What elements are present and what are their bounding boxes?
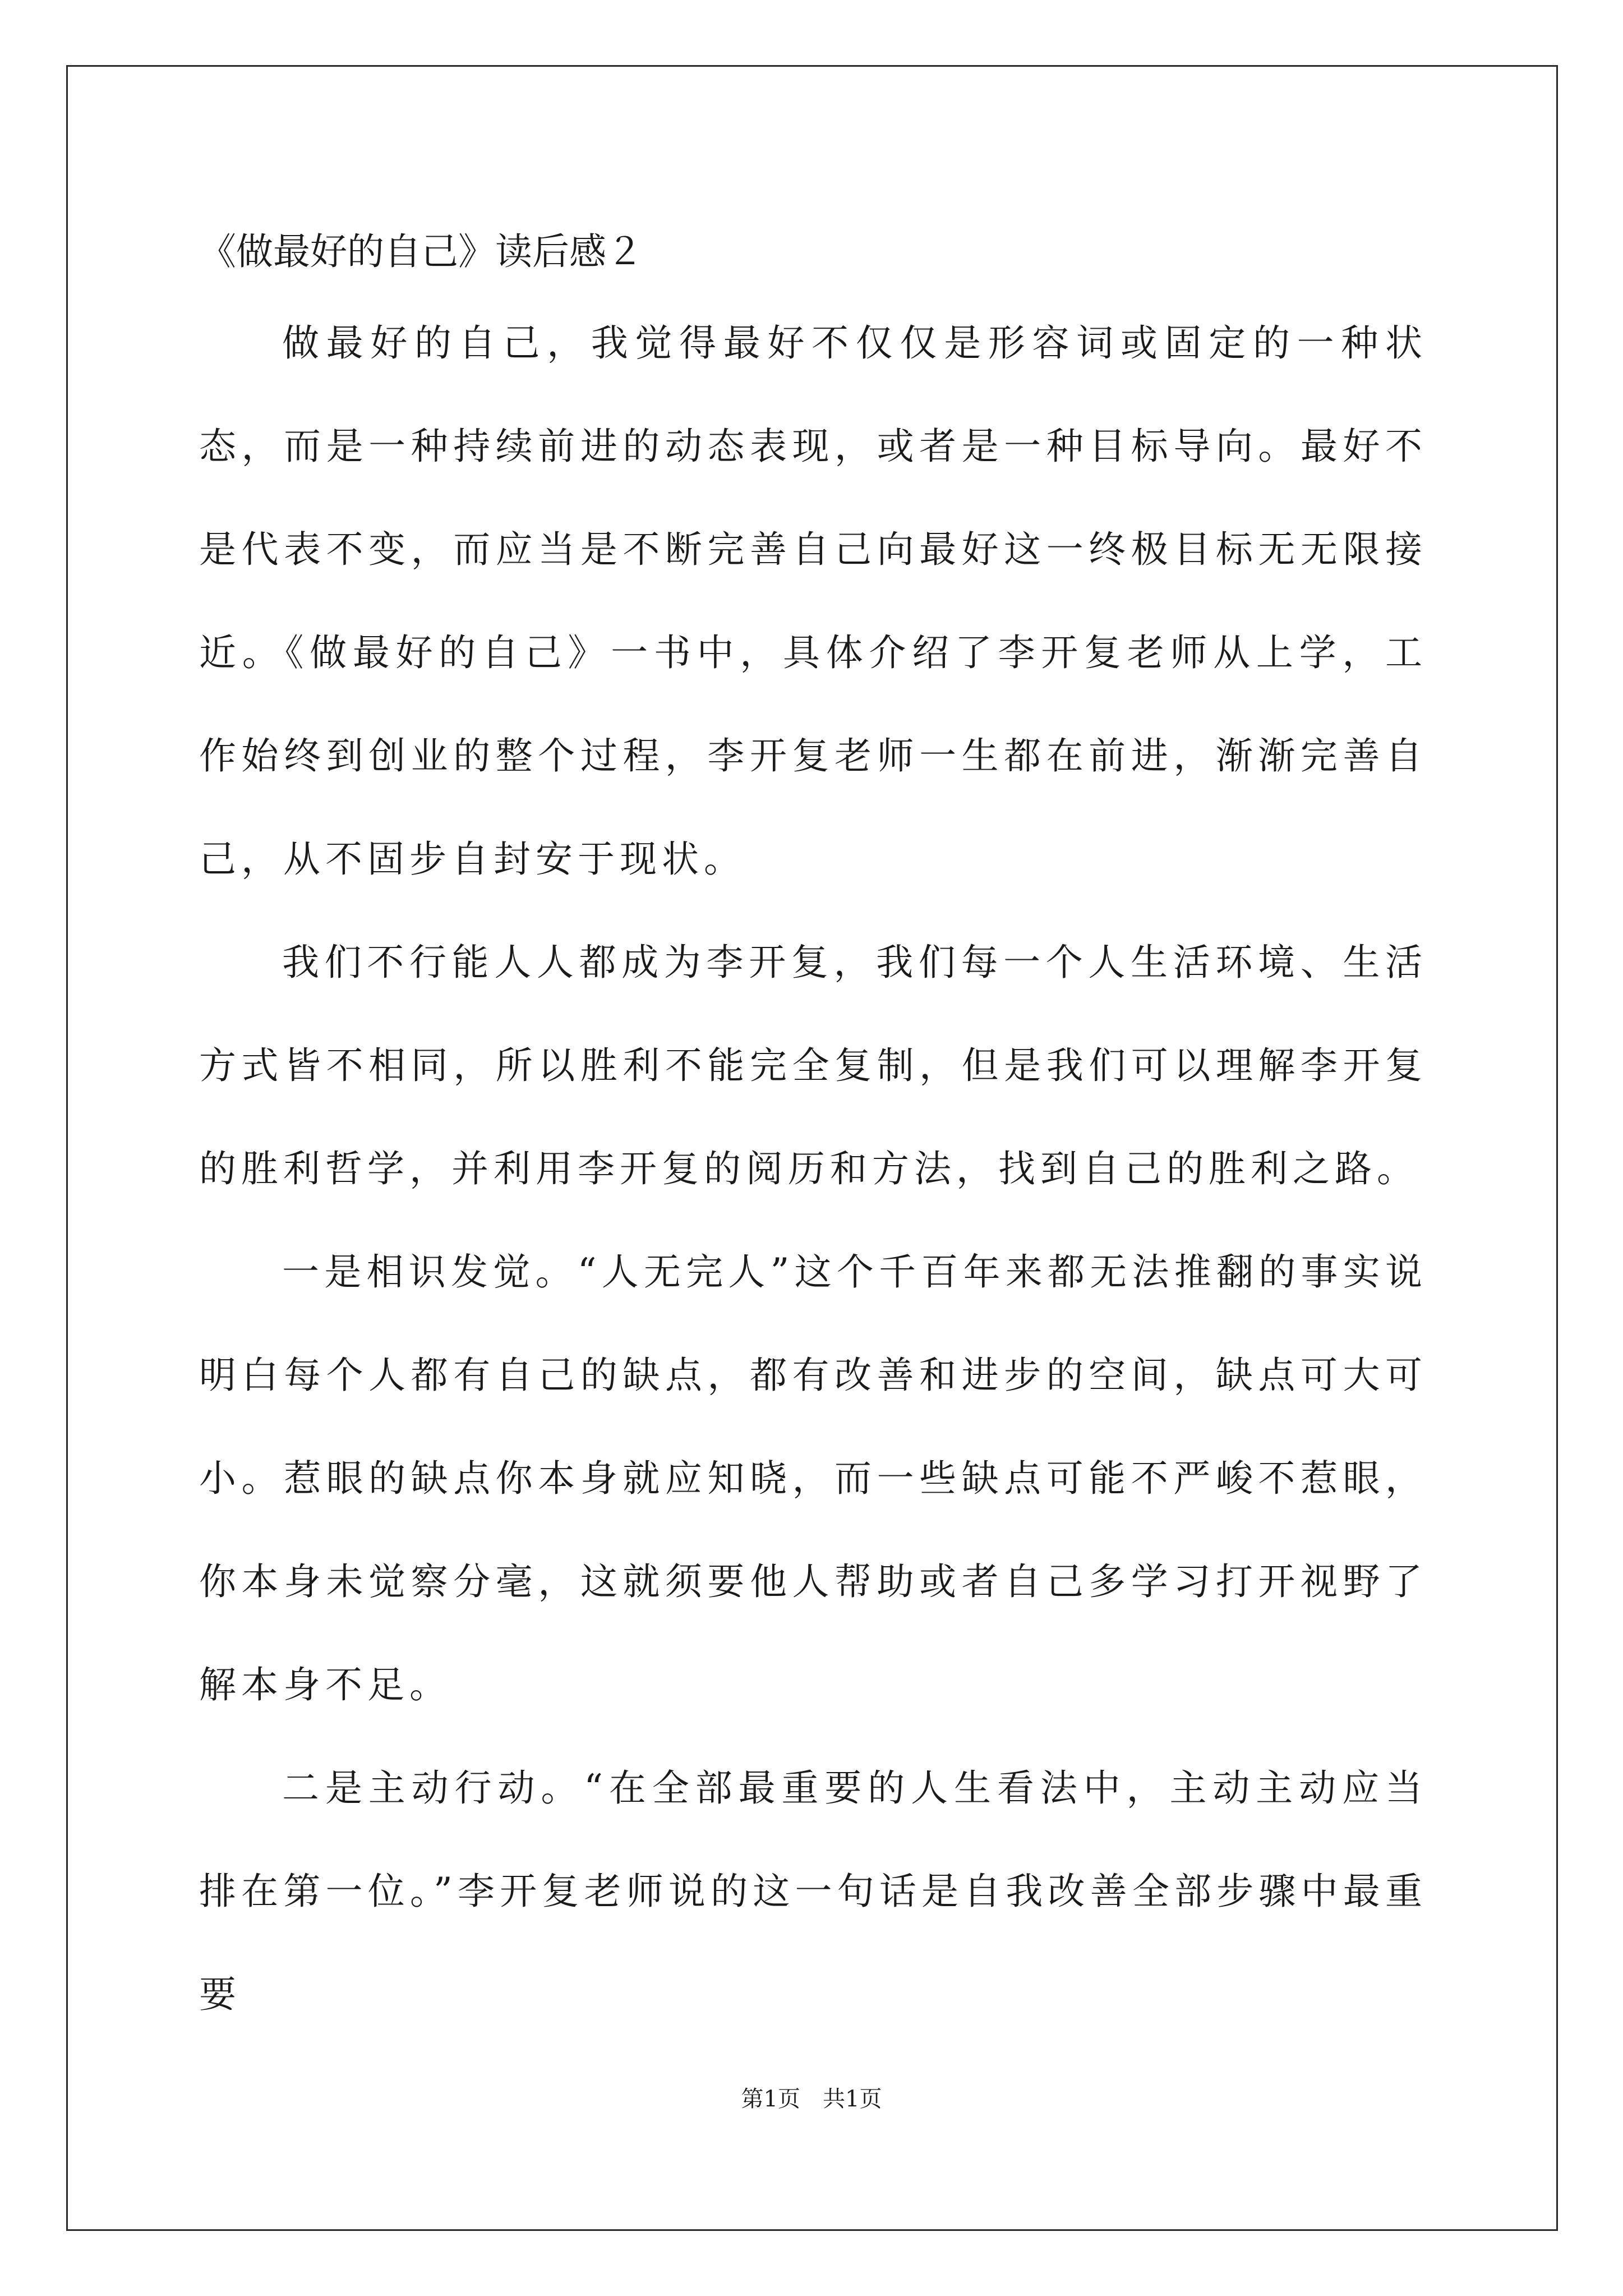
document-body (199, 292, 1427, 2046)
page-number: 第1页 (741, 2086, 800, 2112)
paragraph-4: 二是主动行动。“在全部最重要的人生看法中，主动主动应当排在第一位。”李开复老师说的这一句话是自我改善全部步骤中最重要 (199, 1766, 1427, 2016)
page-footer (0, 2083, 1623, 2115)
paragraph-3: 一是相识发觉。“人无完人”这个千百年来都无法推翻的事实说明白每个人都有自己的缺点，都有改善和进步的空间，缺点可大可小。惹眼的缺点你本身就应知晓，而一些缺点可能不严峻不惹眼，你本身未觉察分毫，这就须要他人帮助或者自己多学习打开视野了解本身不足。 (199, 1250, 1427, 1706)
paragraph-1: 做最好的自己，我觉得最好不仅仅是形容词或固定的一种状态，而是一种持续前进的动态表现，或者是一种目标导向。最好不是代表不变，而应当是不断完善自己向最好这一终极目标无无限接近。《做最好的自己》一书中，具体介绍了李开复老师从上学，工作始终到创业的整个过程，李开复老师一生都在前进，渐渐完善自己，从不固步自封安于现状。 (199, 321, 1427, 881)
document-title: 《做最好的自己》读后感２ (199, 230, 643, 273)
paragraph-2: 我们不行能人人都成为李开复，我们每一个人生活环境、生活方式皆不相同，所以胜利不能完全复制，但是我们可以理解李开复的胜利哲学，并利用李开复的阅历和方法，找到自己的胜利之路。 (199, 941, 1427, 1190)
page-count: 共1页 (823, 2086, 882, 2112)
